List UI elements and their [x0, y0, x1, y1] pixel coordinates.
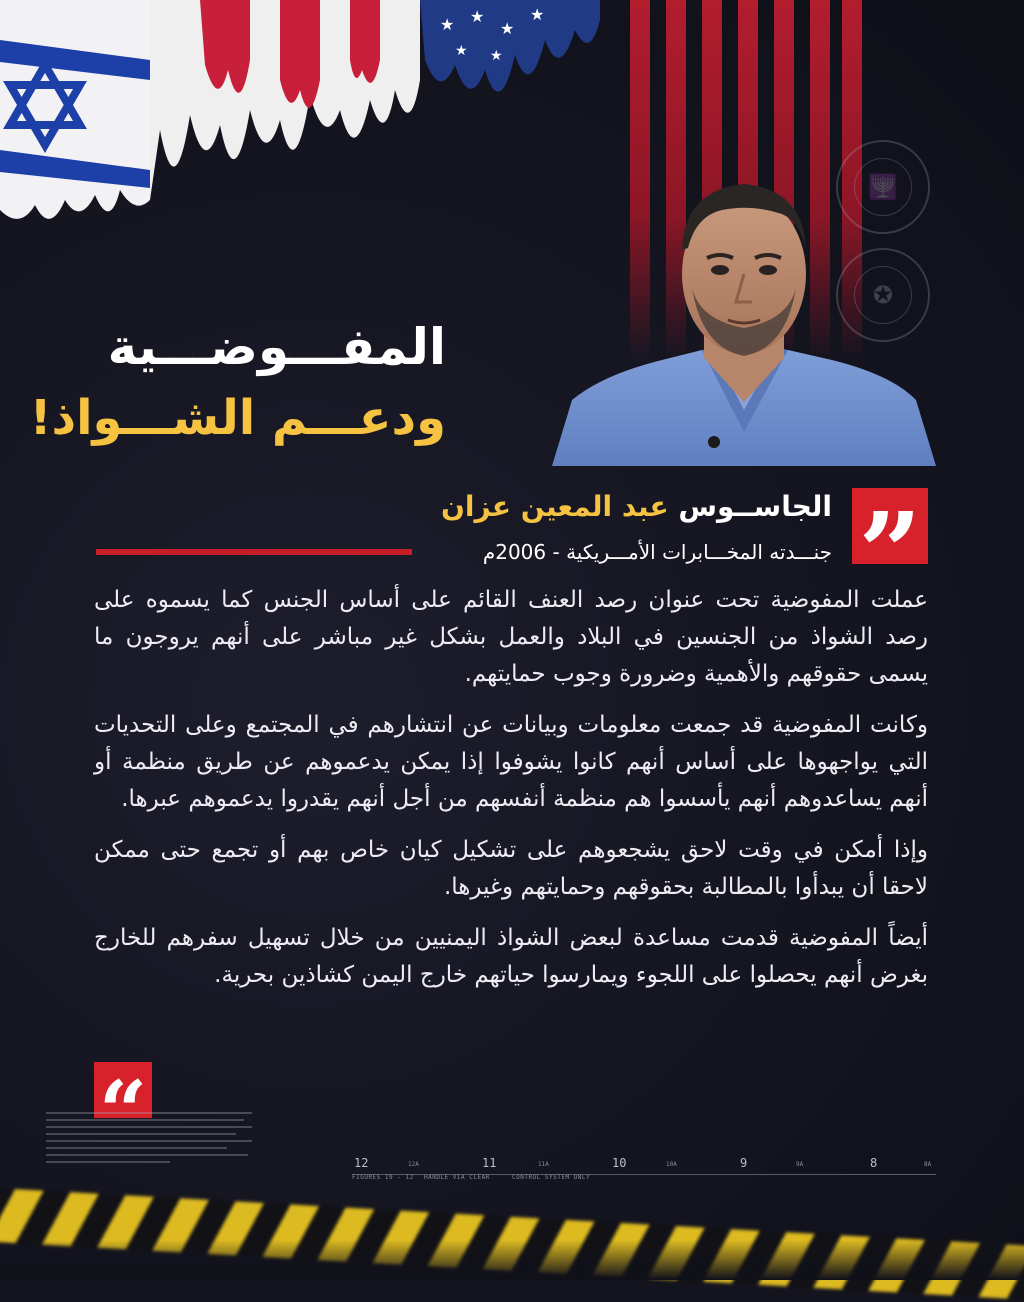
svg-text:★: ★	[530, 5, 545, 24]
portrait-photo	[552, 170, 936, 466]
spy-label: الجاســوس	[678, 490, 832, 523]
svg-text:★: ★	[500, 19, 515, 38]
cia-emblem-icon: ✪	[836, 248, 930, 342]
svg-text:★: ★	[490, 48, 503, 64]
body-paragraph: عملت المفوضية تحت عنوان رصد العنف القائم على أساس الجنس كما يسموه على رصد الشواذ من الجنسين في البلاد والعمل بشكل غير مباشر على أنهم يروجون ما يسمى حقوقهم والأهمية وضرورة وجوب حمايتهم.	[94, 587, 928, 687]
headline-line-1: المفـــوضـــية	[107, 318, 446, 376]
quote-body	[94, 582, 928, 1008]
close-quote-icon: “	[94, 1062, 152, 1118]
divider-rule	[96, 549, 412, 555]
ruler-tick: 12	[354, 1156, 369, 1170]
svg-text:★: ★	[470, 7, 485, 26]
svg-text:★: ★	[440, 15, 455, 34]
body-paragraph: وكانت المفوضية قد جمعت معلومات وبيانات عن انتشارهم في المجتمع وعلى التحديات التي يواجهوها على أساس أنهم كانوا يشوفوا إذا يمكن يدعموهم عن طريق منظمة أو أنهم يساعدوهم أنهم يأسسوا هم منظمة أنفسهم من أجل أنهم يقدروا يدعموهم عبرها.	[94, 712, 928, 812]
ruler-caption: FIGURES 19 - 12	[352, 1174, 414, 1181]
ruler-caption: HANDLE VIA CLEAR	[424, 1174, 490, 1181]
ruler-tick: 8A	[924, 1161, 932, 1168]
ruler-tick: 9A	[796, 1161, 804, 1168]
decorative-document-lines	[46, 1112, 252, 1168]
ruler-tick: 11A	[538, 1161, 549, 1168]
ruler-tick: 11	[482, 1156, 497, 1170]
ruler-tick: 10	[612, 1156, 627, 1170]
mossad-emblem-icon: 🕎	[836, 140, 930, 234]
ruler-tick: 12A	[408, 1161, 419, 1168]
spy-recruitment: جنـــدته المخـــابرات الأمـــريكية - 2006م	[482, 540, 832, 564]
ruler-tick: 10A	[666, 1161, 677, 1168]
film-ruler	[352, 1152, 936, 1182]
spy-heading	[441, 490, 832, 523]
flag-splash-graphic	[0, 0, 640, 240]
bottom-fade	[0, 1240, 1024, 1280]
headline-line-2: ودعـــم الشـــواذ!	[29, 390, 446, 446]
open-quote-icon: ”	[852, 488, 928, 564]
body-paragraph: أيضاً المفوضية قدمت مساعدة لبعض الشواذ اليمنيين من خلال تسهيل سفرهم للخارج بغرض أنهم يحصلوا على اللجوء ويمارسوا حياتهم خارج اليمن كشاذين بحرية.	[94, 925, 928, 988]
ruler-caption: CONTROL SYSTEM ONLY	[512, 1174, 591, 1181]
ruler-tick: 9	[740, 1156, 748, 1170]
body-paragraph: وإذا أمكن في وقت لاحق يشجعوهم على تشكيل كيان خاص بهم أو تجمع حتى ممكن لاحقا أن يبدأوا بالمطالبة بحقوقهم وحمايتهم وغيرها.	[94, 837, 928, 900]
svg-text:★: ★	[455, 43, 468, 59]
ruler-tick: 8	[870, 1156, 878, 1170]
spy-name: عبد المعين عزان	[440, 490, 669, 523]
